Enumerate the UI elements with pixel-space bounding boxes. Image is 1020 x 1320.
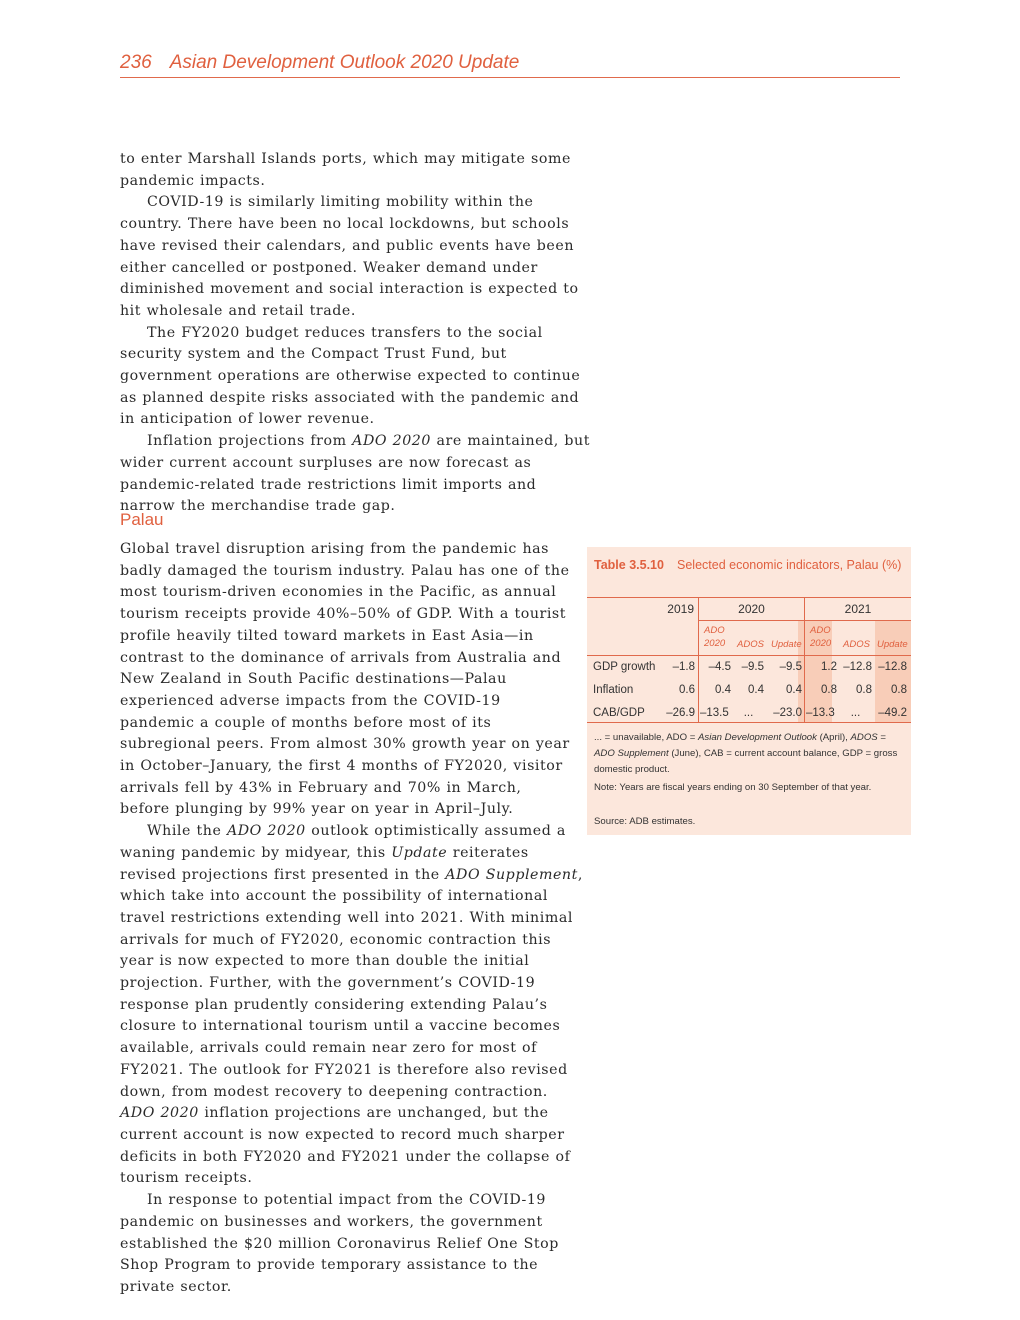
value-cell: 0.4	[786, 684, 802, 696]
table-note: Note: Years are fiscal years ending on 30 September of that year.	[594, 782, 872, 793]
table-title: Selected economic indicators, Palau	[677, 558, 879, 572]
year-header: 2021	[844, 602, 872, 616]
value-cell: ...	[850, 707, 861, 719]
intro-text	[120, 149, 590, 518]
paragraph: Global travel disruption arising from the pandemic has badly damaged the tourism industry. Palau has one of the most tourism-driven economies in the Pacific, as annual tourism receipts provide 40%–50% of GDP. With a tourist profile heavily tilted toward markets in East Asia—in contrast to the dominance of arrivals from Australia and New Zealand in South Pacific destinations—Palau experienced adverse impacts from the COVID-19 pandemic a couple of months before most of its subregional peers. From almost 30% growth year on year in October–January, the first 4 months of FY2020, visitor arrivals fell by 43% in February and 70% in March, before plunging by 99% year on year in April–July.	[120, 541, 570, 818]
table-unit: (%)	[882, 558, 902, 572]
value-cell: –13.3	[806, 707, 835, 719]
row-label: Inflation	[593, 684, 634, 696]
value-cell: –26.9	[666, 707, 695, 719]
section-title: Palau	[120, 510, 164, 529]
subheader-ados: ADOS	[843, 639, 870, 650]
rule-bottom	[587, 722, 911, 723]
paragraph: While the ADO 2020 outlook optimistically assumed a waning pandemic by midyear, this Update reiterates revised projections first presented in the ADO Supplement, which take into account the possibility of international travel restrictions extending well into 2021. With minimal arrivals for much of FY2020, economic contraction this year is now expected to more than double the initial projection. Further, with the government’s COVID-19 response plan prudently considering extending Palau’s closure to international tourism until a vaccine becomes available, arrivals could remain near zero for most of FY2021. The outlook for FY2021 is therefore also revised down, from modest recovery to deepening contraction. ADO 2020 inflation projections are unchanged, but the current account is now expected to record much sharper deficits in both FY2020 and FY2021 under the collapse of tourism receipts.	[120, 823, 583, 1187]
subheader-ado: ADO 2020	[704, 625, 726, 649]
value-cell: –12.8	[843, 661, 872, 673]
value-cell: 0.8	[821, 684, 837, 696]
rule-top	[587, 597, 911, 598]
table-number: Table 3.5.10	[594, 558, 664, 572]
running-header	[120, 50, 900, 78]
subheader-ados: ADOS	[737, 639, 764, 650]
page-number: 236	[120, 52, 152, 73]
value-cell: –4.5	[708, 661, 731, 673]
value-cell: –13.5	[700, 707, 729, 719]
value-cell: 0.8	[856, 684, 872, 696]
indicators-table	[587, 547, 911, 835]
rule-header	[587, 655, 911, 656]
value-cell: –9.5	[779, 661, 802, 673]
year-header: 2019	[667, 602, 694, 616]
value-cell: –12.8	[878, 661, 907, 673]
value-cell: ...	[743, 707, 754, 719]
value-cell: –9.5	[741, 661, 764, 673]
value-cell: –1.8	[672, 661, 695, 673]
paragraph: The FY2020 budget reduces transfers to the social security system and the Compact Trust Fund, but government operations are otherwise expected to continue as planned despite risks associated with the pandemic and in anticipation of lower revenue.	[120, 324, 581, 428]
value-cell: 0.4	[715, 684, 731, 696]
row-label: CAB/GDP	[593, 707, 645, 719]
year-header: 2020	[738, 602, 765, 616]
subheader-ado: ADO 2020	[810, 625, 832, 649]
value-cell: –49.2	[878, 707, 907, 719]
value-cell: –23.0	[773, 707, 802, 719]
paragraph: Inflation projections from ADO 2020 are maintained, but wider current account surpluses are now forecast as pandemic-related trade restrictions limit imports and narrow the merchandise trade gap.	[120, 433, 590, 515]
value-cell: 0.8	[891, 684, 907, 696]
value-cell: 0.4	[748, 684, 764, 696]
paragraph: to enter Marshall Islands ports, which may mitigate some pandemic impacts.	[120, 151, 571, 189]
subheader-update: Update	[877, 639, 908, 650]
value-cell: 1.2	[821, 661, 837, 673]
paragraph: In response to potential impact from the COVID-19 pandemic on businesses and workers, the government established the $20 million Coronavirus Relief One Stop Shop Program to provide temporary assistance to the private sector.	[120, 1192, 559, 1295]
table-abbreviations: ... = unavailable, ADO = Asian Development Outlook (April), ADOS = ADO Supplement (June), CAB = current account balance, GDP = gross domestic product.	[594, 732, 898, 775]
paragraph: COVID-19 is similarly limiting mobility within the country. There have been no local lockdowns, but schools have revised their calendars, and public events have been either cancelled or postponed. Weaker demand under diminished movement and social interaction is expected to hit wholesale and retail trade.	[120, 194, 579, 319]
rule-year	[699, 620, 911, 621]
subheader-update: Update	[771, 639, 802, 650]
value-cell: 0.6	[679, 684, 695, 696]
row-label: GDP growth	[593, 661, 656, 673]
publication-title: Asian Development Outlook 2020 Update	[169, 52, 520, 73]
section-text	[120, 539, 587, 1299]
table-source: Source: ADB estimates.	[594, 816, 696, 827]
